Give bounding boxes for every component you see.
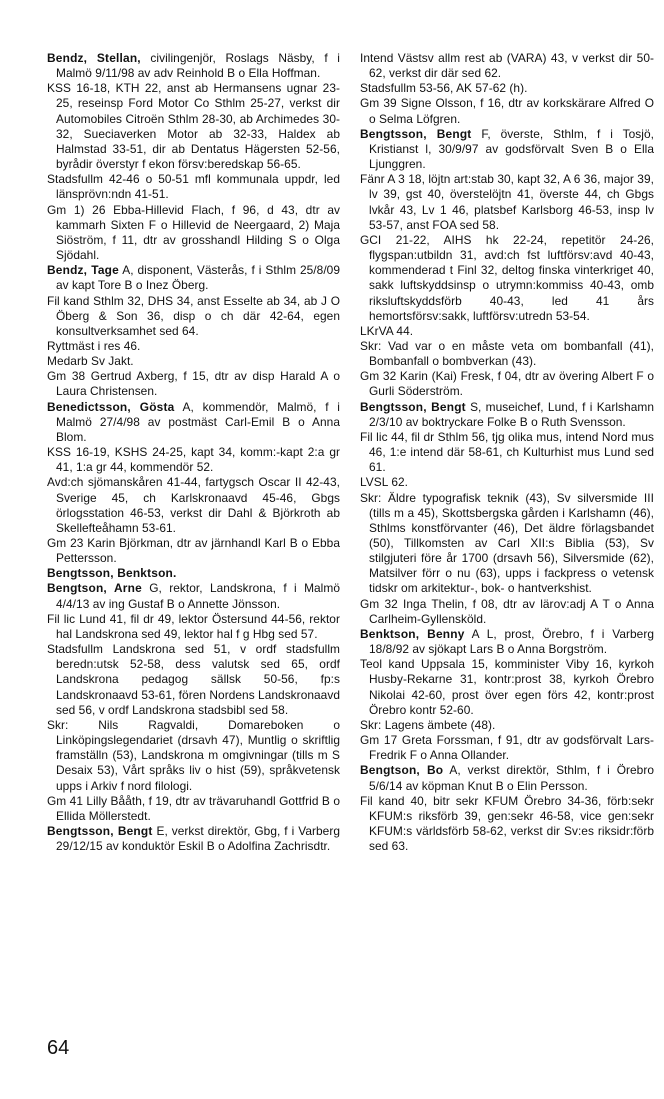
entry-headword: Benktson, Benny: [360, 626, 465, 641]
entry-text: Gm 17 Greta Forssman, f 91, dtr av godsförvalt Lars-Fredrik F o Anna Ollander.: [360, 733, 654, 763]
entry-paragraph: [47, 51, 340, 81]
entry-paragraph: [360, 657, 654, 718]
entry-text: Gm 39 Signe Olsson, f 16, dtr av korkskärare Alfred O o Selma Löfgren.: [360, 96, 654, 126]
entry-text: E, verkst direktör, Gbg, f i Varberg 29/12/15 av konduktör Eskil B o Adolfina Zachrisdtr.: [56, 823, 340, 854]
page-number: 64: [47, 1037, 70, 1059]
entry-headword: Bengtsson, Bengt: [360, 126, 472, 141]
entry-text: KSS 16-19, KSHS 24-25, kapt 34, komm:-kapt 2:a gr 41, 1:a gr 44, kommendör 52.: [47, 445, 340, 475]
left-column: [47, 51, 340, 854]
entry-headword: Bendz, Stellan,: [47, 51, 141, 65]
entry-text: Fil kand Sthlm 32, DHS 34, anst Esselte ab 34, ab J O Öberg & Son 36, disp o ch där 42-64, egen konsultverksamhet sed 64.: [47, 293, 340, 338]
entry-paragraph: [360, 127, 654, 172]
entry-paragraph: [360, 339, 654, 369]
entry-text: A, disponent, Västerås, f i Sthlm 25/8/09 av kapt Tore B o Inez Öberg.: [56, 263, 340, 293]
entry-paragraph: [360, 324, 654, 339]
right-column: [360, 51, 654, 854]
entry-text: G, rektor, Landskrona, f i Malmö 4/4/13 av ing Gustaf B o Annette Jönsson.: [56, 581, 340, 611]
entry-paragraph: [47, 794, 340, 824]
entry-headword: Bengtson, Arne: [47, 581, 142, 596]
entry-text: Skr: Äldre typografisk teknik (43), Sv silversmide III (tills m a 45), Skottsbergska gården i Karlshamn (46), Sthlms konstförvanter (46), Det äldre förlagsbandet (50), Tillkomsten av Carl XII:s Biblia (53), Sv stilgjuteri före år 1700 (drsavh 56), Silversmide (62), Matsilver förr o nu (63), upps i fackpress o vetensk tidskr om arkitektur-, bok- o hantverkshist.: [360, 490, 654, 596]
entry-text: Intend Västsv allm rest ab (VARA) 43, v verkst dir 50-62, verkst dir där sed 62.: [360, 51, 654, 81]
entry-paragraph: [47, 203, 340, 264]
entry-paragraph: [47, 294, 340, 339]
entry-text: Gm 41 Lilly Bååth, f 19, dtr av trävaruhandl Gottfrid B o Ellida Möllerstedt.: [47, 793, 340, 823]
entry-text: Fil lic Lund 41, fil dr 49, lektor Östersund 44-56, rektor hal Landskrona sed 49, lektor hal f g Hbg sed 57.: [47, 611, 340, 641]
entry-text: F, överste, Sthlm, f i Tosjö, Kristianst l, 30/9/97 av godsförvalt Sven B o Ella Ljunggren.: [369, 126, 654, 172]
entry-text: A, verkst direktör, Sthlm, f i Örebro 5/6/14 av köpman Knut B o Elin Persson.: [369, 763, 655, 793]
entry-text: Gm 23 Karin Björkman, dtr av järnhandl Karl B o Ebba Pettersson.: [47, 536, 340, 566]
entry-paragraph: [360, 475, 654, 490]
entry-text: Stadsfullm 42-46 o 50-51 mfl kommunala uppdr, led länsprövn:ndn 41-51.: [47, 172, 340, 202]
entry-text: LKrVA 44.: [360, 323, 414, 338]
entry-text: Avd:ch sjömanskåren 41-44, fartygsch Oscar II 42-43, Sverige 45, ch Karlskronaavd 45-46, Gbgs örlogsstation 46-53, verkst dir Dahl & Björkroth ab Skellefteåhamn 53-61.: [47, 475, 340, 535]
entry-paragraph: [47, 369, 340, 399]
entry-paragraph: [360, 733, 654, 763]
entry-headword: Bengtson, Bo: [360, 763, 444, 778]
entry-headword: Bendz, Tage: [47, 263, 119, 278]
entry-headword: Bengtsson, Benktson.: [47, 566, 177, 581]
entry-paragraph: [47, 566, 340, 581]
entry-paragraph: [360, 369, 654, 399]
entry-text: Gm 1) 26 Ebba-Hillevid Flach, f 96, d 43, dtr av kammarh Sixten F o Hillevid de Neergaard, 2) Maja Siöström, f 11, dtr av grosshandl Hilding S o Olga Sjödahl.: [47, 202, 340, 263]
entry-text: Fil lic 44, fil dr Sthlm 56, tjg olika mus, intend Nord mus 46, 1:e intend där 58-61, ch Kulturhist mus Lund sed 61.: [360, 429, 654, 475]
entry-paragraph: [47, 536, 340, 566]
entry-paragraph: [360, 51, 654, 81]
entry-headword: Benedictsson, Gösta: [47, 399, 175, 414]
entry-paragraph: [47, 263, 340, 293]
entry-text: Gm 32 Inga Thelin, f 08, dtr av lärov:adj A T o Anna Carlheim-Gyllensköld.: [360, 596, 654, 626]
entry-paragraph: [47, 612, 340, 642]
entry-paragraph: [360, 597, 654, 627]
entry-text: civilingenjör, Roslags Näsby, f i Malmö 9/11/98 av adv Reinhold B o Ella Hoffman.: [56, 51, 340, 81]
entry-paragraph: [47, 400, 340, 445]
entry-text: A, kommendör, Malmö, f i Malmö 27/4/98 av postmäst Carl-Emil B o Anna Blom.: [56, 399, 341, 444]
entry-text: A L, prost, Örebro, f i Varberg 18/8/92 av sjökapt Lars B o Anna Borgström.: [369, 626, 654, 657]
entry-paragraph: [47, 354, 340, 369]
entry-paragraph: [47, 824, 340, 854]
entry-text: Gm 38 Gertrud Axberg, f 15, dtr av disp Harald A o Laura Christensen.: [47, 369, 340, 399]
entry-text: Stadsfullm 53-56, AK 57-62 (h).: [360, 81, 528, 96]
entry-text: Fil kand 40, bitr sekr KFUM Örebro 34-36, förb:sekr KFUM:s riksförb 39, gen:sekr 46-58, vice gen:sekr KFUM:s världsförb 58-62, verkst dir Sv:es riksidr:förb sed 63.: [360, 793, 654, 854]
entry-paragraph: [47, 172, 340, 202]
entry-paragraph: [360, 81, 654, 96]
entry-paragraph: [47, 445, 340, 475]
entry-text: Skr: Vad var o en måste veta om bombanfall (41), Bombanfall o bombverkan (43).: [360, 338, 654, 369]
entry-text: Stadsfullm Landskrona sed 51, v ordf stadsfullm beredn:utsk 52-58, dess valutsk sed 65, ordf Landskrona pedagog sällsk 50-56, fp:s Landskronaavd 53-61, fören Nordens Landskronaavd sed 56, v ordf Landskrona stadsbibl sed 58.: [47, 642, 341, 717]
entry-text: Gm 32 Karin (Kai) Fresk, f 04, dtr av övering Albert F o Gurli Söderström.: [360, 369, 654, 399]
entry-paragraph: [360, 763, 654, 793]
entry-paragraph: [47, 475, 340, 536]
entry-paragraph: [360, 718, 654, 733]
entry-paragraph: [360, 172, 654, 233]
entry-paragraph: [360, 627, 654, 657]
entry-paragraph: [47, 642, 340, 718]
entry-paragraph: [360, 400, 654, 430]
entry-text: GCI 21-22, AIHS hk 22-24, repetitör 24-26, flygspan:utbildn 31, avd:ch fst luftförsv:avd 40-43, kommenderad t Finl 32, deltog finska vinterkriget 40, sakk luftskyddsinsp o utrymn:kommiss 40-43, omb riksluftskyddsförb 40-43, led 41 års hemortsförsv:sakk, luftförsv:utredn 53-54.: [360, 232, 654, 323]
entry-text: Medarb Sv Jakt.: [47, 354, 134, 369]
entry-text: Skr: Lagens ämbete (48).: [360, 717, 496, 732]
entry-text: LVSL 62.: [360, 475, 408, 490]
entry-headword: Bengtsson, Bengt: [47, 823, 153, 838]
entry-paragraph: [360, 96, 654, 126]
entry-paragraph: [47, 581, 340, 611]
entry-text: Skr: Nils Ragvaldi, Domareboken o Linköpingslegendariet (drsavh 47), Muntlig o skriftlig framställn (53), Landskrona m omgivningar (tills m S Desaix 53), Vårt språks liv o hist (59), språkvetensk upps i Arkiv f nord filologi.: [47, 717, 340, 793]
entry-text: Ryttmäst i res 46.: [47, 338, 141, 353]
entry-headword: Bengtsson, Bengt: [360, 399, 466, 414]
entry-text: S, museichef, Lund, f i Karlshamn 2/3/10 av boktryckare Folke B o Ruth Svensson.: [369, 399, 654, 429]
entry-paragraph: [360, 794, 654, 855]
entry-paragraph: [47, 339, 340, 354]
entry-text: KSS 16-18, KTH 22, anst ab Hermansens ugnar 23-25, reseinsp Ford Motor Co Sthlm 25-27, verkst dir Automobiles Citroën Sthlm 28-30, ab Archimedes 30-32, Sueciaverken Motor ab 32-33, Haldex ab Halmstad 33-51, dir ab Dentatus Hägersten 52-56, byrådir överstyr f ekon försv:beredskap 56-65.: [47, 81, 340, 172]
entry-paragraph: [47, 81, 340, 172]
entry-paragraph: [360, 430, 654, 475]
entry-paragraph: [360, 233, 654, 324]
entry-paragraph: [47, 718, 340, 794]
entry-text: Fänr A 3 18, löjtn art:stab 30, kapt 32, A 6 36, major 39, lv 39, gst 40, överstelöjtn 41, överste 44, ch Gbgs lvkår 43, Lv 1 46, platsbef Karlsborg 46-53, insp lv 53-57, anst FOA sed 58.: [360, 172, 654, 232]
entry-paragraph: [360, 491, 654, 597]
entry-text: Teol kand Uppsala 15, komminister Viby 16, kyrkoh Husby-Rekarne 31, kontr:prost 38, kyrkoh Örebro Nikolai 42-60, prost över egen förs 42, kontr:prost Örebro kontr 52-60.: [360, 657, 654, 717]
